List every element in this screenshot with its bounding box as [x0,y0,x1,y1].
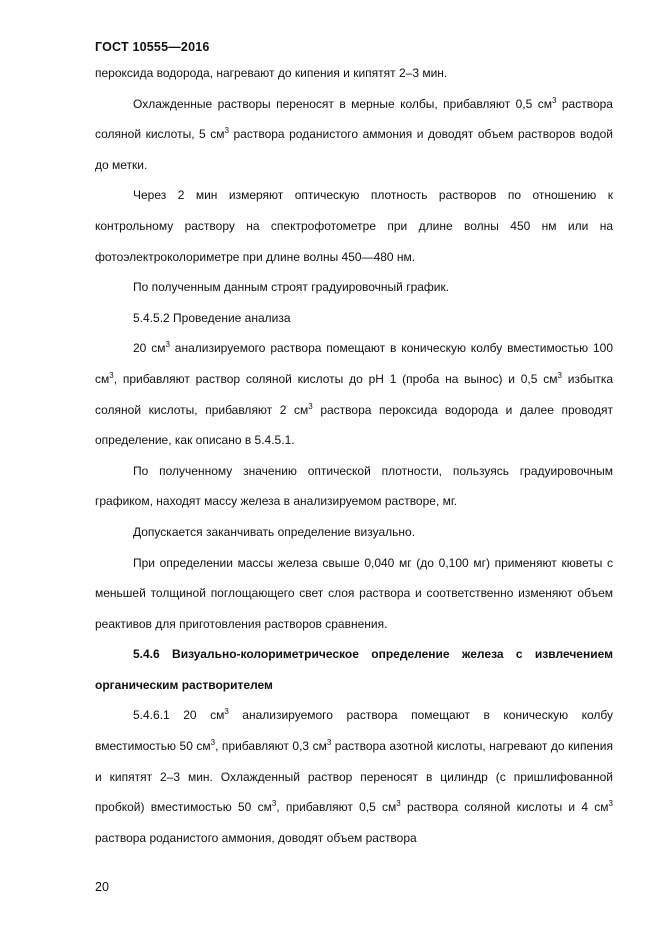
paragraph: По полученным данным строят градуировочный график. [133,280,450,295]
standard-header: ГОСТ 10555—2016 [95,40,210,54]
paragraph: пероксида водорода, нагревают до кипения и кипятят 2–3 мин. [95,66,448,80]
paragraph: При определении массы железа свыше 0,040 мг (до 0,100 мг) применяют кюветы с меньшей толщиной поглощающего свет слоя раствора и соответственно изменяют объем реактивов для приготовления растворов сравнения. [95,555,613,631]
paragraph: 5.4.6.1 20 $см^3$ анализируемого раствора помещают в коническую колбу вместимостью 50 $см^3$, прибавляют 0,3 $см^3$ раствора азотной кислоты, нагревают до кипения и кипятят 2–3 мин. Охлажденный раствор переносят в цилиндр (с пришлифованной пробкой) вместимостью 50 $см^3$, прибавляют 0,5 $см^3$ раствора соляной кислоты и 4 $см^3$ раствора роданистого аммония, доводят объем раствора [95,707,613,845]
paragraph: Охлажденные растворы переносят в мерные колбы, прибавляют 0,5 $см^3$ раствора соляной кислоты, 5 $см^3$ раствора роданистого аммония и доводят объем растворов водой до метки. [95,95,613,172]
page-number: 20 [95,880,109,894]
section-heading: 5.4.5.2 Проведение анализа [133,310,291,325]
paragraph: Допускается заканчивать определение визуально. [133,524,416,539]
paragraph: 20 $см^3$ анализируемого раствора помещают в коническую колбу вместимостью 100 $см^3$, прибавляют раствор соляной кислоты до pH 1 (проба на вынос) и 0,5 $см^3$ избытка соляной кислоты, прибавляют 2 $см^3$ раствора пероксида водорода и далее проводят определение, как описано в 5.4.5.1. [95,340,613,448]
document-body [95,58,613,853]
section-heading: 5.4.6 Визуально-колориметрическое определение железа с извлечением органическим растворителем [95,647,613,692]
paragraph: По полученному значению оптической плотности, пользуясь градуировочным графиком, находят массу железа в анализируемом растворе, мг. [95,463,613,509]
paragraph: Через 2 мин измеряют оптическую плотность растворов по отношению к контрольному раствору на спектрофотометре при длине волны 450 нм или на фотоэлектроколориметре при длине волны 450—480 нм. [95,188,613,264]
